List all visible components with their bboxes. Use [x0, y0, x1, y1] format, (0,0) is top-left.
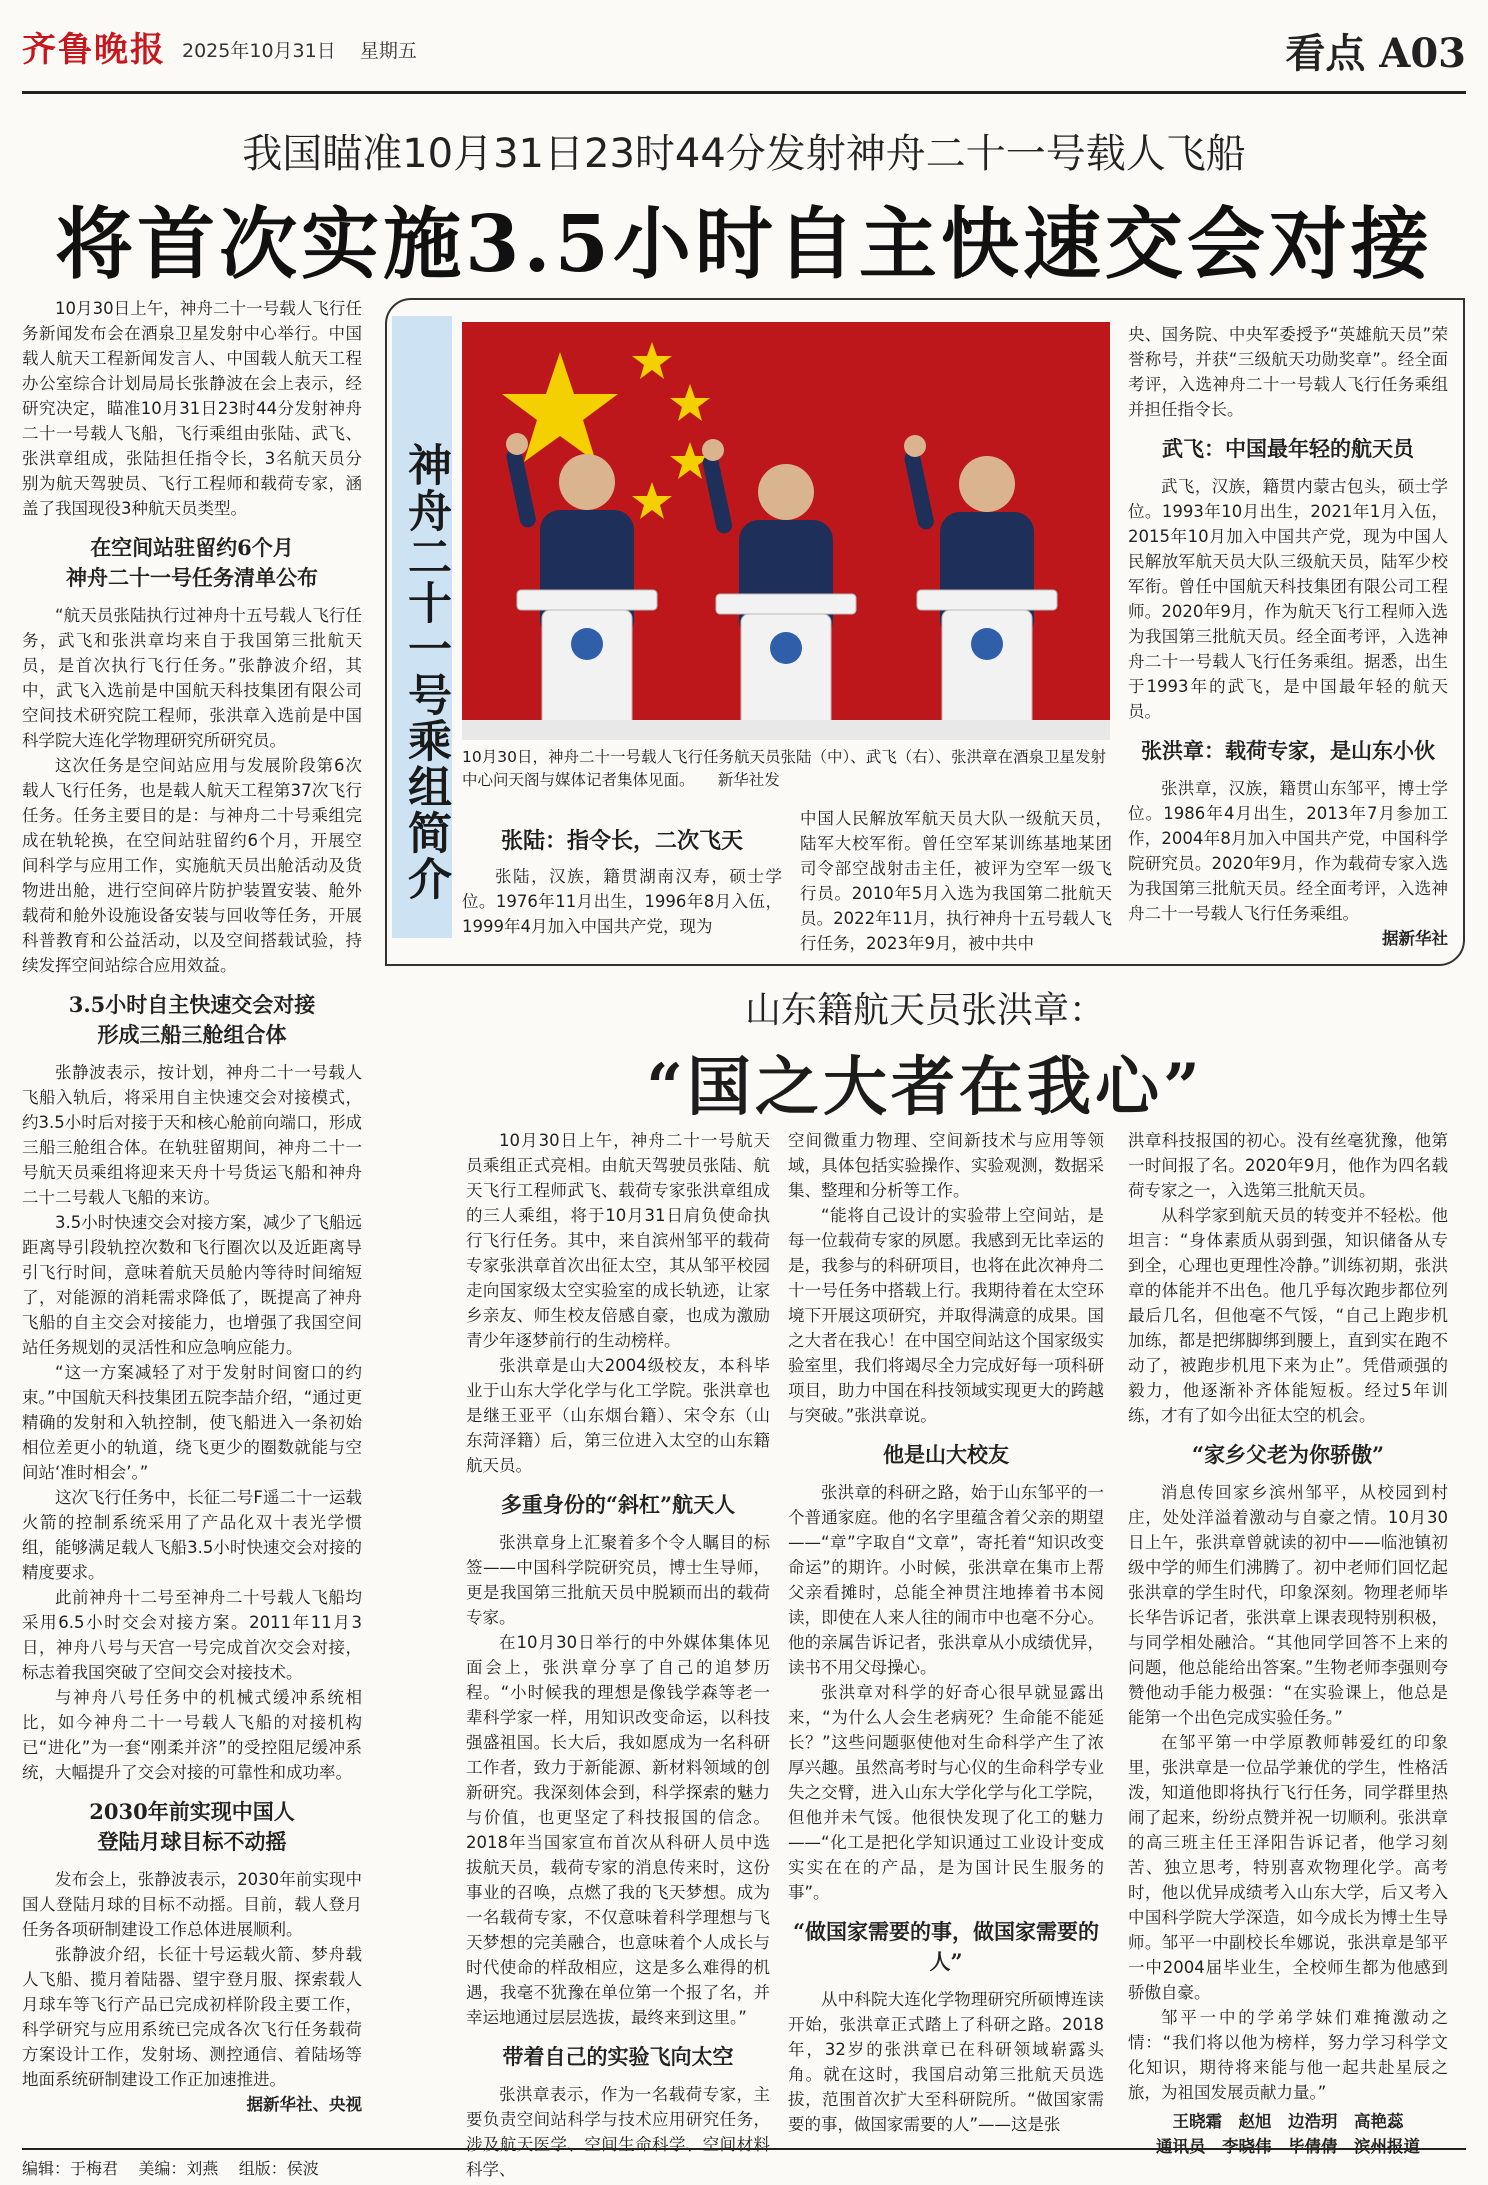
paragraph: 邹平一中的学弟学妹们难掩激动之情：“我们将以他为榜样，努力学习科学文化知识，期待将来能与他一起共赴星辰之旅，为祖国发展贡献力量。”: [1128, 2008, 1448, 2102]
subheading: 他是山大校友: [883, 1442, 1009, 1467]
box-credit: 据新华社: [1382, 929, 1448, 948]
headline-kicker: 我国瞄准10月31日23时44分发射神舟二十一号载人飞船: [242, 131, 1246, 177]
paragraph: 洪章科技报国的初心。没有丝毫犹豫，他第一时间报了名。2020年9月，他作为四名载荷专家之一，入选第三批航天员。: [1128, 1131, 1448, 1200]
subheading: 多重身份的“斜杠”航天人: [500, 1492, 736, 1517]
zhanglu-profile-part1: [462, 864, 782, 954]
reporter-credit: 王晓霜 赵旭 边浩玥 高艳蕊: [1172, 2112, 1404, 2131]
paragraph: 在邹平第一中学原教师韩爱红的印象里，张洪章是一位品学兼优的学生，性格活泼，知道他即将执行飞行任务，同学群里热闹了起来，纷纷点赞并祝一切顺利。张洪章的高三班主任王泽阳告诉记者，他学习刻苦、独立思考，特别喜欢物理化学。高考时，他以优异成绩考入山东大学，后又考入中国科学院大学深造，如今成长为博士生导师。邹平一中副校长牟娜说，张洪章是邹平一中2004届毕业生，全校师生都为他感到骄傲自豪。: [1128, 1733, 1448, 2002]
section-label: 看点 A03: [1285, 30, 1466, 77]
paragraph: “能将自己设计的实验带上空间站，是每一位载荷专家的夙愿。我感到无比幸运的是，我参与的科研项目，也将在此次神舟二十一号任务中搭载上行。我期待着在太空环境下开展这项研究，并取得满意的成果。国之大者在我心！在中国空间站这个国家级实验室里，我们将竭尽全力完成好每一项科研项目，助力中国在科技领域实现更大的跨越与突破。”张洪章说。: [788, 1206, 1104, 1425]
zhanglu-heading: 张陆：指令长，二次飞天: [500, 828, 743, 854]
paragraph: 在10月30日举行的中外媒体集体见面会上，张洪章分享了自己的追梦历程。“小时候我的理想是像钱学森等老一辈科学家一样，用知识改变命运，以科技强盛祖国。长大后，我如愿成为一名科研工作者，致力于新能源、新材料领域的创新研究。我深刻体会到，科学探索的魅力与价值，也更坚定了科技报国的信念。2018年当国家宣布首次从科研人员中选拔航天员，载荷专家的消息传来时，这份事业的召唤，点燃了我的飞天梦想。成为一名载荷专家，不仅意味着科学理想与飞天梦想的完美融合，也意味着个人成长与时代使命的样敌相应，这是多么难得的机遇，我毫不犹豫在单位第一个报了名，并幸运地通过层层选拔，最终来到这里。”: [466, 1633, 770, 2027]
subheading: 带着自己的实验飞向太空: [502, 2044, 734, 2069]
paragraph: 从中科院大连化学物理研究所硕博连读开始，张洪章正式踏上了科研之路。2018年，32岁的张洪章已在科研领域崭露头角。就在这时，我国启动第三批航天员选拔，范围首次扩大至科研院所。“做国家需要的事，做国家需要的人”——这是张: [788, 1990, 1104, 2134]
paragraph: 从科学家到航天员的转变并不轻松。他坦言：“身体素质从弱到强，知识储备从专到全，心理也更理性冷静。”训练初期，张洪章的体能并不出色。他几乎每次跑步都位列最后几名，但他毫不气馁，“自己上跑步机加练，都是把绑脚绑到腰上，直到实在跑不动了，被跑步机甩下来为止”。凭借顽强的毅力，他逐渐补齐体能短板。经过5年训练，才有了如今出征太空的机会。: [1128, 1206, 1448, 1425]
correspondent-credit: 通讯员 李晓伟 毕倩倩 滨州报道: [1156, 2137, 1420, 2156]
crew-profile-right-column: [1128, 322, 1448, 962]
story2-column-1: [466, 1128, 770, 2179]
paragraph: 张洪章表示，作为一名载荷专家，主要负责空间站科学与技术应用研究任务，涉及航天医学、空间生命科学、空间材料科学、: [466, 2085, 770, 2179]
publication-date: [182, 36, 417, 63]
zhanghongzhang-heading: 张洪章：载荷专家，是山东小伙: [1141, 738, 1435, 763]
paragraph: 这次飞行任务中，长征二号F遥二十一运载火箭的控制系统采用了产品化双十表光学惯组，能够满足载人飞船3.5小时快速交会对接的精度要求。: [22, 1488, 362, 1582]
paragraph: 空间微重力物理、空间新技术与应用等领域，具体包括实验操作、实验观测，数据采集、整理和分析等工作。: [788, 1131, 1104, 1200]
page-footer: [22, 2148, 1466, 2179]
photo-caption: 10月30日，神舟二十一号载人飞行任务航天员张陆（中）、武飞（右）、张洪章在酒泉卫星发射中心问天阁与媒体记者集体见面。 新华社发: [462, 748, 1106, 789]
paragraph: 10月30日上午，神舟二十一号航天员乘组正式亮相。由航天驾驶员张陆、航天飞行工程师武飞、载荷专家张洪章组成的三人乘组，将于10月31日肩负使命执行飞行任务。其中，来自滨州邹平的载荷专家张洪章首次出征太空，其从邹平校园走向国家级太空实验室的成长轨迹，让家乡亲友、师生校友倍感自豪，也成为激励青少年逐梦前行的生动榜样。: [466, 1131, 770, 1350]
subheading: “家乡父老为你骄傲”: [1191, 1442, 1385, 1467]
paragraph: 张洪章的科研之路，始于山东邹平的一个普通家庭。他的名字里蕴含着父亲的期望——“章”字取自“文章”，寄托着“知识改变命运”的期许。小时候，张洪章在集市上帮父亲看摊时，总能全神贯注地捧着书本阅读，即使在人来人往的闹市中也毫不分心。他的亲属告诉记者，张洪章从小成绩优异，读书不用父母操心。: [788, 1483, 1104, 1677]
paragraph: 武飞，汉族，籍贯内蒙古包头，硕士学位。1993年10月出生，2021年1月入伍，2015年10月加入中国共产党，现为中国人民解放军航天员大队三级航天员，陆军少校军衔。曾任中国航天科技集团有限公司工程师。2020年9月，作为航天飞行工程师入选为我国第三批航天员。经全面考评，入选神舟二十一号载人飞行任务乘组。据悉，出生于1993年的武飞，是中国最年轻的航天员。: [1128, 477, 1448, 721]
paragraph: 中国人民解放军航天员大队一级航天员，陆军大校军衔。曾任空军某训练基地某团司令部空战射击主任，被评为空军一级飞行员。2010年5月入选为我国第二批航天员。2022年11月，执行神舟十五号载人飞行任务，2023年9月，被中共中: [800, 809, 1112, 953]
paragraph: 张洪章对科学的好奇心很早就显露出来，“为什么人会生老病死？生命能不能延长？”这些问题驱使他对生命科学产生了浓厚兴趣。虽然高考时与心仪的生命科学专业失之交臂，进入山东大学化学与化工学院，但他并未气馁。他很快发现了化工的魅力——“化工是把化学知识通过工业设计变成实实在在的产品，是为国计民生服务的事”。: [788, 1683, 1104, 1902]
zhanglu-profile-part2: [800, 806, 1112, 956]
paragraph: 此前神舟十二号至神舟二十号载人飞船均采用6.5小时交会对接方案。2011年11月3日，神舟八号与天宫一号完成首次交会对接，标志着我国突破了空间交会对接技术。: [22, 1588, 362, 1682]
crew-photo-illustration: [462, 322, 1110, 740]
designer-credit: 美编：刘燕: [138, 2159, 219, 2178]
subheading: “做国家需要的事，做国家需要的人”: [792, 1919, 1100, 1974]
wufei-heading: 武飞：中国最年轻的航天员: [1162, 436, 1414, 461]
date-text: 2025年10月31日: [182, 40, 336, 62]
subheading: 在空间站驻留约6个月 神舟二十一号任务清单公布: [66, 535, 318, 590]
paragraph: 与神舟八号任务中的机械式缓冲系统相比，如今神舟二十一号载人飞船的对接机构已“进化”为一套“刚柔并济”的受控阻尼缓冲系统，大幅提升了交会对接的可靠性和成功率。: [22, 1688, 362, 1782]
paragraph: 张静波表示，按计划，神舟二十一号载人飞船入轨后，将采用自主快速交会对接模式，约3.5小时后对接于天和核心舱前向端口，形成三船三舱组合体。在轨驻留期间，神舟二十一号航天员乘组将迎来天舟十号货运飞船和神舟二十二号载人飞船的来访。: [22, 1063, 362, 1207]
paragraph: “航天员张陆执行过神舟十五号载人飞行任务，武飞和张洪章均来自于我国第三批航天员，是首次执行飞行任务。”张静波介绍，其中，武飞入选前是中国航天科技集团有限公司空间技术研究院工程师，张洪章入选前是中国科学院大连化学物理研究所研究员。: [22, 606, 362, 750]
paragraph: 张陆，汉族，籍贯湖南汉寿，硕士学位。1976年11月出生，1996年8月入伍，1999年4月加入中国共产党，现为: [462, 867, 782, 936]
story2-kicker: 山东籍航天员张洪章：: [744, 990, 1105, 1031]
paragraph: 张静波介绍，长征十号运载火箭、梦舟载人飞船、揽月着陆器、望宇登月服、探索载人月球车等飞行产品已完成初样阶段主要工作，科学研究与应用系统已完成各次飞行任务载荷方案设计工作，发射场、测控通信、着陆场等地面系统研制建设工作正加速推进。: [22, 1945, 362, 2089]
subheading: 2030年前实现中国人 登陆月球目标不动摇: [89, 1799, 295, 1854]
paragraph: 张洪章，汉族，籍贯山东邹平，博士学位。1986年4月出生，2013年7月参加工作，2004年8月加入中国共产党，中国科学院研究员。2020年9月，作为载荷专家入选为我国第三批航天员。经全面考评，入选神舟二十一号载人飞行任务乘组。: [1128, 779, 1448, 923]
newspaper-logo: 齐鲁晚报: [22, 30, 166, 70]
weekday-text: 星期五: [359, 40, 417, 62]
layout-credit: 组版：侯波: [238, 2159, 319, 2178]
paragraph: 消息传回家乡滨州邹平，从校园到村庄，处处洋溢着激动与自豪之情。10月30日上午，张洪章曾就读的初中——临池镇初级中学的师生们沸腾了。初中老师们回忆起张洪章的学生时代，印象深刻。物理老师毕长华告诉记者，张洪章上课表现特别积极，与同学相处融洽。“其他同学回答不上来的问题，他总能给出答案。”生物老师李强则夸赞他动手能力极强：“在实验课上，他总是能第一个出色完成实验任务。”: [1128, 1483, 1448, 1727]
masthead: [22, 0, 1466, 94]
subheading: 3.5小时自主快速交会对接 形成三船三舱组合体: [68, 992, 316, 1047]
main-headline: 将首次实施3.5小时自主快速交会对接: [55, 199, 1433, 290]
paragraph: “这一方案减轻了对于发射时间窗口的约束。”中国航天科技集团五院李喆介绍，“通过更精确的发射和入轨控制，使飞船进入一条初始相位差更小的轨道，绕飞更少的圈数就能与空间站‘准时相会’。”: [22, 1363, 362, 1482]
story2-headline: “国之大者在我心”: [646, 1050, 1204, 1125]
paragraph: 3.5小时快速交会对接方案，减少了飞船远距离导引段轨控次数和飞行圈次以及近距离导引飞行时间，意味着航天员舱内等待时间缩短了，对能源的消耗需求降低了，既提高了神舟飞船的自主交会对接能力，也增强了我国空间站任务规划的灵活性和应急响应能力。: [22, 1213, 362, 1357]
paragraph: 张洪章身上汇聚着多个令人瞩目的标签——中国科学院研究员，博士生导师，更是我国第三批航天员中脱颖而出的载荷专家。: [466, 1533, 770, 1627]
editor-credit: 编辑：于梅君: [22, 2159, 119, 2178]
paragraph: 发布会上，张静波表示，2030年前实现中国人登陆月球的目标不动摇。目前，载人登月任务各项研制建设工作总体进展顺利。: [22, 1870, 362, 1939]
crew-photo: [462, 322, 1110, 740]
article-credit: 据新华社、央视: [246, 2095, 362, 2114]
crew-box-title: 神舟二十一号乘组简介: [400, 442, 451, 902]
story2-column-3: [1128, 1128, 1448, 2156]
story2-column-2: [788, 1128, 1104, 2134]
paragraph: 10月30日上午，神舟二十一号载人飞行任务新闻发布会在酒泉卫星发射中心举行。中国载人航天工程新闻发言人、中国载人航天工程办公室综合计划局局长张静波在会上表示，经研究决定，瞄准10月31日23时44分发射神舟二十一号载人飞船，飞行乘组由张陆、武飞、张洪章组成，张陆担任指令长，3名航天员分别为航天驾驶员、飞行工程师和载荷专家，涵盖了我国现役3种航天员类型。: [22, 299, 362, 518]
lead-article-column: [22, 296, 362, 2126]
paragraph: 这次任务是空间站应用与发展阶段第6次载人飞行任务，也是载人航天工程第37次飞行任务。任务主要目的是：与神舟二十号乘组完成在轨轮换，在空间站驻留约6个月，开展空间科学与应用工作，实施航天员出舱活动及货物进出舱，进行空间碎片防护装置安装、舱外载荷和舱外设施设备安装与回收等任务，开展科普教育和公益活动，以及空间搭载试验，持续发挥空间站综合应用效益。: [22, 756, 362, 975]
paragraph: 张洪章是山大2004级校友，本科毕业于山东大学化学与化工学院。张洪章也是继王亚平（山东烟台籍）、宋令东（山东菏泽籍）后，第三位进入太空的山东籍航天员。: [466, 1356, 770, 1475]
paragraph: 央、国务院、中央军委授予“英雄航天员”荣誉称号，并获“三级航天功勋奖章”。经全面考评，入选神舟二十一号载人飞行任务乘组并担任指令长。: [1128, 325, 1448, 419]
